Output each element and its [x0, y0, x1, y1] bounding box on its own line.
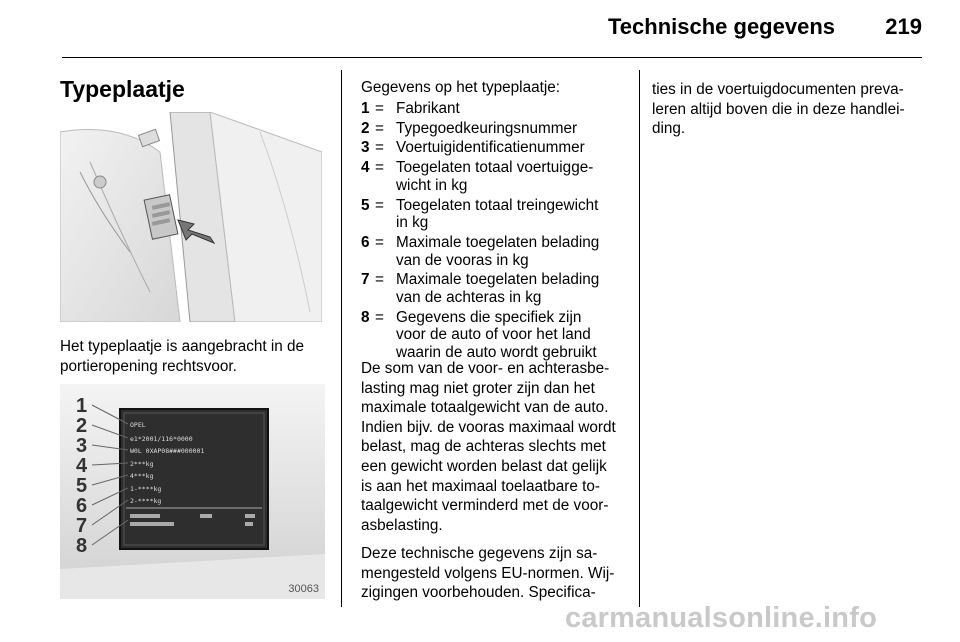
- callout-6: 6: [76, 495, 88, 517]
- figure-number: 30063: [288, 583, 319, 595]
- intro-paragraph: Het typeplaatje is aangebracht in de portieropening rechtsvoor.: [60, 338, 305, 375]
- plate-line-3: W0L 0XAP08###000001: [130, 447, 205, 455]
- callout-8: 8: [76, 535, 88, 557]
- callout-4: 4: [76, 455, 88, 477]
- list-intro: Gegevens op het typeplaatje:: [361, 79, 561, 96]
- list-item: 5 = Toegelaten totaal treingewicht in kg: [361, 196, 599, 232]
- list-item: 7 = Maximale toegelaten belading van de achteras in kg: [361, 271, 600, 307]
- callout-3: 3: [76, 435, 88, 457]
- typeplate-field-list: [361, 100, 631, 364]
- plate-line-2: e1*2001/116*0000: [130, 435, 193, 443]
- plate-line-7: 2-****kg: [130, 497, 162, 505]
- eu-norms-paragraph: Deze technische gegevens zijn sa- mengesteld volgens EU-normen. Wij- zigingen voorbehouden. Specifica-: [361, 545, 615, 602]
- column-divider-2: [639, 70, 640, 607]
- column-divider-1: [341, 70, 342, 607]
- section-title: Typeplaatje: [60, 76, 185, 102]
- header-rule: [62, 57, 922, 58]
- list-item: 2 = Typegoedkeuringsnummer: [361, 119, 578, 137]
- list-item: 4 = Toegelaten totaal voertuigge- wicht in kg: [361, 159, 594, 194]
- door-pillar-illustration: [60, 112, 322, 322]
- plate-line-1: OPEL: [130, 421, 146, 429]
- list-item: 3 = Voertuigidentificatienummer: [361, 139, 585, 157]
- plate-line-4: 2***kg: [130, 460, 154, 468]
- list-item: 1 = Fabrikant: [361, 100, 460, 117]
- callout-2: 2: [76, 415, 88, 437]
- list-item: 6 = Maximale toegelaten belading van de vooras in kg: [361, 233, 600, 269]
- callout-1: 1: [76, 395, 88, 417]
- right-column-paragraph: ties in de voertuigdocumenten preva- leren altijd boven die in deze handlei- ding.: [652, 81, 905, 138]
- callout-7: 7: [76, 515, 88, 537]
- weight-paragraph: De som van de voor- en achterasbe- lasting mag niet groter zijn dan het maximale totaalgewicht van de auto. Indien bijv. de vooras maximaal wordt belast, mag de achteras slechts met een gewicht worden belast dat gelijk is aan het maximaal toelaatbare to- taalgewicht verminderd met de voor- asbelasting.: [361, 360, 616, 534]
- plate-line-5: 4***kg: [130, 472, 154, 480]
- plate-line-6: 1-****kg: [130, 485, 162, 493]
- type-plate-figure: [60, 384, 325, 599]
- page-number: 219: [885, 14, 922, 39]
- list-item: 8 = Gegevens die specifiek zijn voor de auto of voor het land waarin de auto wordt gebruikt: [361, 308, 597, 362]
- callout-5: 5: [76, 475, 88, 497]
- watermark: carmanualsonline.info: [565, 602, 877, 634]
- header-title: Technische gegevens: [607, 14, 835, 39]
